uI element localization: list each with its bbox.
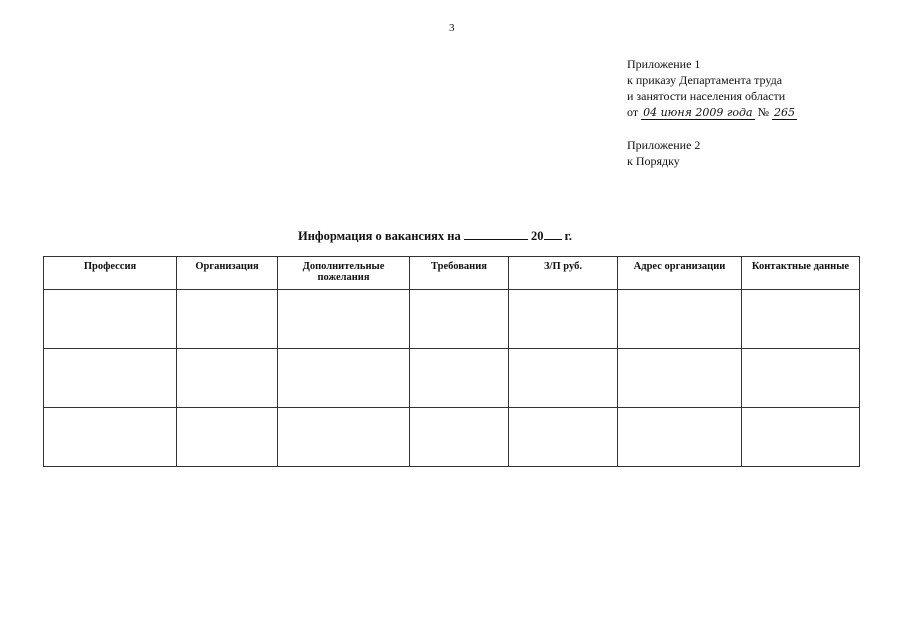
appendix-1-label: Приложение 1 (627, 57, 701, 71)
column-header-salary: З/П руб. (509, 257, 618, 290)
table-cell[interactable] (177, 408, 278, 467)
appendix-department-line: и занятости населения области (627, 89, 786, 103)
table-cell[interactable] (618, 408, 742, 467)
title-suffix: г. (564, 229, 573, 243)
table-cell[interactable] (509, 349, 618, 408)
appendix-order-line: к приказу Департамента труда (627, 73, 783, 87)
page-number: 3 (449, 22, 455, 34)
appendix-header (627, 56, 797, 169)
date-blank[interactable] (464, 228, 528, 240)
table-row (44, 290, 860, 349)
order-reference (627, 104, 797, 121)
title-prefix: Информация о вакансиях на (298, 229, 461, 243)
table-cell[interactable] (618, 349, 742, 408)
appendix-2-procedure: к Порядку (627, 154, 680, 168)
table-cell[interactable] (410, 290, 509, 349)
table-cell[interactable] (742, 290, 860, 349)
document-title (298, 228, 572, 244)
table-cell[interactable] (509, 290, 618, 349)
table-cell[interactable] (44, 349, 177, 408)
column-header-profession: Профессия (44, 257, 177, 290)
table-cell[interactable] (618, 290, 742, 349)
table-cell[interactable] (509, 408, 618, 467)
table-header-row (44, 257, 860, 290)
table-cell[interactable] (44, 290, 177, 349)
order-number-handwritten: 265 (774, 106, 796, 119)
table-cell[interactable] (410, 349, 509, 408)
year-blank[interactable] (544, 228, 562, 240)
table-cell[interactable] (742, 349, 860, 408)
vacancy-table (43, 256, 860, 467)
order-number-prefix: № (757, 105, 770, 119)
column-header-address: Адрес организации (618, 257, 742, 290)
appendix-2-label: Приложение 2 (627, 138, 701, 152)
table-cell[interactable] (278, 290, 410, 349)
column-header-additional-wishes-text: Дополнительные пожелания (302, 261, 385, 283)
table-cell[interactable] (410, 408, 509, 467)
table-cell[interactable] (177, 349, 278, 408)
title-year-prefix: 20 (531, 229, 544, 243)
table-cell[interactable] (177, 290, 278, 349)
column-header-contacts: Контактные данные (742, 257, 860, 290)
table-cell[interactable] (278, 408, 410, 467)
column-header-organization: Организация (177, 257, 278, 290)
appendix-2-block (627, 137, 797, 169)
table-row (44, 349, 860, 408)
order-date-handwritten: 04 июня 2009 года (643, 106, 753, 119)
table-cell[interactable] (44, 408, 177, 467)
table-row (44, 408, 860, 467)
table-cell[interactable] (742, 408, 860, 467)
column-header-requirements: Требования (410, 257, 509, 290)
order-prefix: от (627, 105, 639, 119)
table-cell[interactable] (278, 349, 410, 408)
column-header-additional-wishes (278, 257, 410, 290)
